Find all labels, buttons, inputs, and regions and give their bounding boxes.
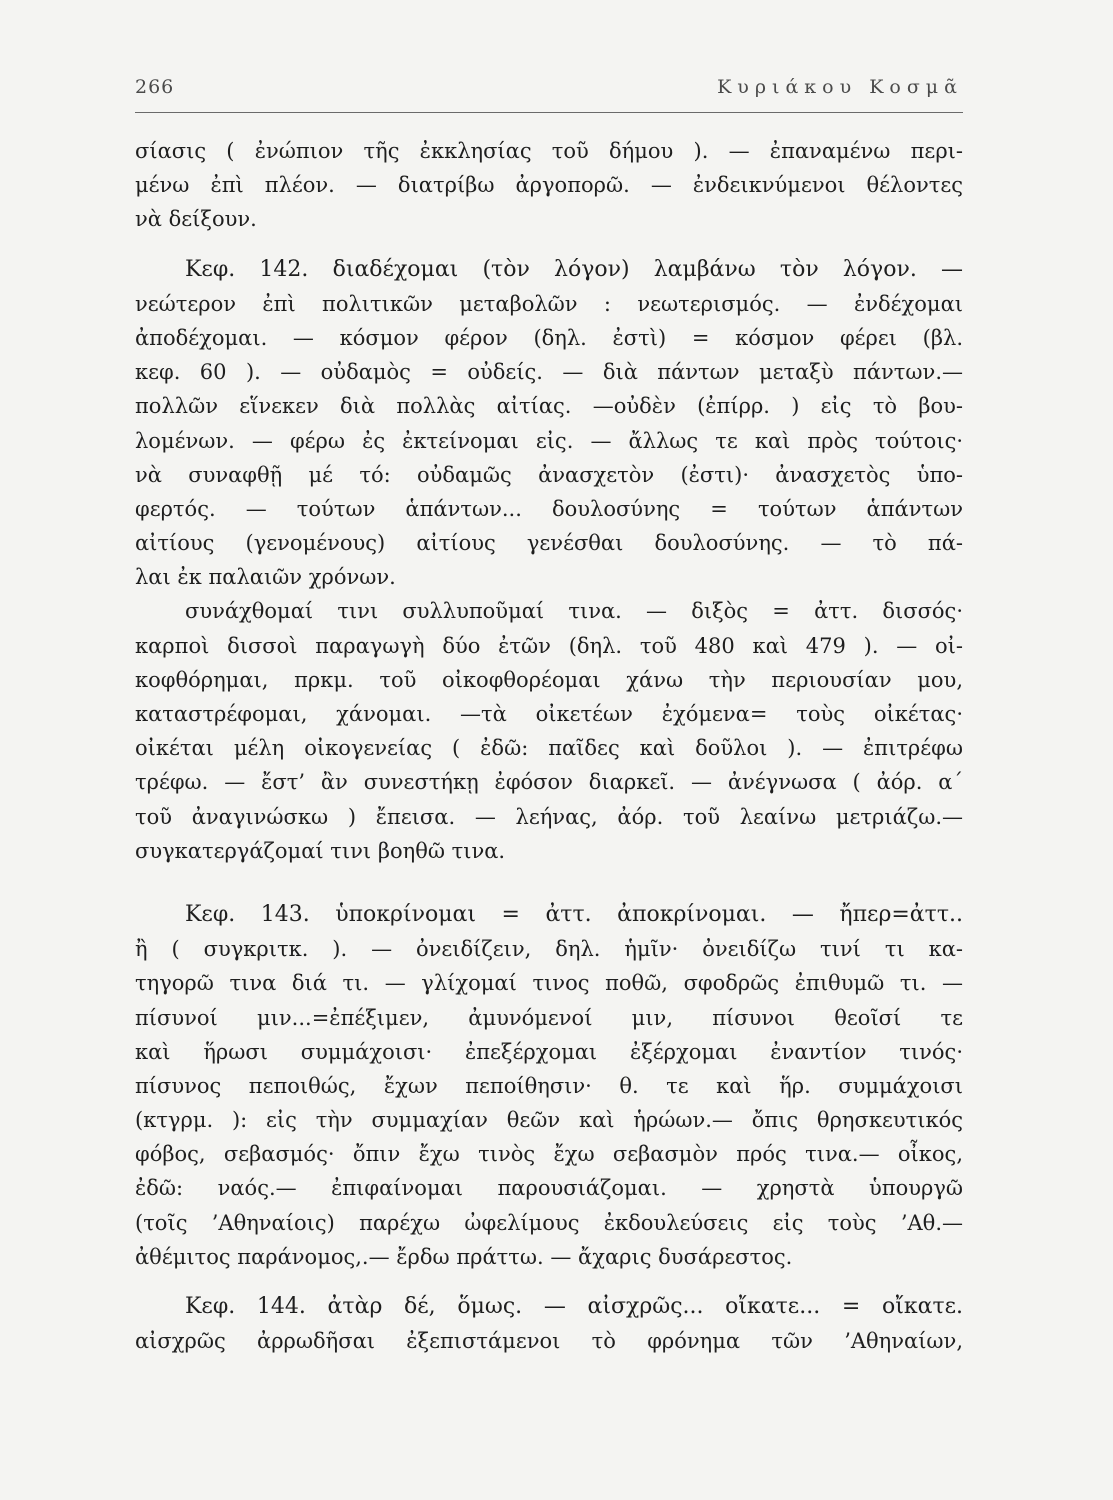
text-line: ἢ ( συγκριτκ. ). — ὀνειδίζειν, δηλ. ἡμῖν· ὀνειδίζω τινί τι κα-: [135, 937, 963, 962]
text-line: νὰ συναφθῇ μέ τό: οὐδαμῶς ἀνασχετὸν (ἐστι)· ἀνασχετὸς ὑπο-: [135, 462, 963, 487]
running-title: Κυριάκου Κοσμᾶ: [717, 76, 963, 98]
page-body: [135, 134, 963, 1358]
text-line: λαι ἐκ παλαιῶν χρόνων.: [135, 565, 396, 590]
text-line: αἰσχρῶς ἀρρωδῆσαι ἐξεπιστάμενοι τὸ φρόνημα τῶν ’Αθηναίων,: [135, 1329, 963, 1354]
text-line: συνάχθομαί τινι συλλυποῦμαί τινα. — διξὸς = ἀττ. δισσός·: [185, 599, 963, 624]
chapter-144: [135, 1290, 963, 1358]
text-line: φερτός. — τούτων ἁπάντων... δουλοσύνης = τούτων ἁπάντων: [135, 496, 963, 521]
text-line: (τοῖς ’Αθηναίοις) παρέχω ὠφελίμους ἐκδουλεύσεις εἰς τοὺς ’Αθ.—: [135, 1210, 963, 1235]
paragraph-continuation: [135, 134, 963, 237]
chapter-142: [135, 253, 963, 868]
text-line: καταστρέφομαι, χάνομαι. —τὰ οἰκετέων ἐχόμενα= τοὺς οἰκέτας·: [135, 702, 963, 726]
text-line: πολλῶν εἵνεκεν διὰ πολλὰς αἰτίας. —οὐδὲν (ἐπίρρ. ) εἰς τὸ βου-: [135, 394, 963, 419]
text-line: νεώτερον ἐπὶ πολιτικῶν μεταβολῶν : νεωτερισμός. — ἐνδέχομαι: [135, 291, 963, 316]
text-line: κεφ. 60 ). — οὐδαμὸς = οὐδείς. — διὰ πάντων μεταξὺ πάντων.—: [135, 360, 963, 385]
chapter-heading-line: Κεφ. 143. ὑποκρίνομαι = ἀττ. ἀποκρίνομαι. — ἤπερ=ἀττ..: [185, 901, 963, 927]
text-line: τηγορῶ τινα διά τι. — γλίχομαί τινος ποθῶ, σφοδρῶς ἐπιθυμῶ τι. —: [135, 971, 963, 996]
text-line: οἰκέται μέλη οἰκογενείας ( ἐδῶ: παῖδες καὶ δοῦλοι ). — ἐπιτρέφω: [135, 736, 963, 761]
text-line: αἰτίους (γενομένους) αἰτίους γενέσθαι δουλοσύνης. — τὸ πά-: [135, 531, 963, 556]
text-line: λομένων. — φέρω ἐς ἐκτείνομαι εἰς. — ἄλλως τε καὶ πρὸς τούτοις·: [135, 428, 963, 453]
text-line: καρποὶ δισσοὶ παραγωγὴ δύο ἐτῶν (δηλ. τοῦ 480 καὶ 479 ). — οἰ-: [135, 633, 963, 658]
text-line: συγκατεργάζομαί τινι βοηθῶ τινα.: [135, 838, 506, 863]
text-line: πίσυνος πεποιθώς, ἔχων πεποίθησιν· θ. τε καὶ ἥρ. συμμάχοισι: [135, 1073, 963, 1098]
text-line: καὶ ἥρωσι συμμάχοισι· ἐπεξέρχομαι ἐξέρχομαι ἐναντίον τινός·: [135, 1039, 963, 1064]
text-line: νὰ δείξουν.: [135, 207, 257, 232]
chapter-143: [135, 898, 963, 1274]
text-line: ἐδῶ: ναός.— ἐπιφαίνομαι παρουσιάζομαι. — χρηστὰ ὑπουργῶ: [135, 1176, 963, 1201]
chapter-heading-line: Κεφ. 144. ἀτὰρ δέ, ὅμως. — αἰσχρῶς... οἴκατε... = οἴκατε.: [185, 1294, 963, 1319]
text-line: φόβος, σεβασμός· ὄπιν ἔχω τινὸς ἔχω σεβασμὸν πρός τινα.— οἶκος,: [135, 1142, 963, 1167]
chapter-heading-line: Κεφ. 142. διαδέχομαι (τὸν λόγον) λαμβάνω τὸν λόγον. —: [185, 256, 963, 282]
page-number: 266: [135, 76, 175, 98]
text-line: πίσυνοί μιν...=ἐπέξιμεν, ἀμυνόμενοί μιν, πίσυνοι θεοῖσί τε: [135, 1005, 963, 1030]
text-line: ἀποδέχομαι. — κόσμον φέρον (δηλ. ἐστὶ) = κόσμον φέρει (βλ.: [135, 325, 963, 350]
text-line: τοῦ ἀναγινώσκω ) ἔπεισα. — λεήνας, ἀόρ. τοῦ λεαίνω μετριάζω.—: [135, 804, 963, 829]
text-line: κοφθόρημαι, πρκμ. τοῦ οἰκοφθορέομαι χάνω τὴν περιουσίαν μου,: [135, 667, 963, 692]
text-line: ἀθέμιτος παράνομος,.— ἔρδω πράττω. — ἄχαρις δυσάρεστος.: [135, 1244, 793, 1269]
text-line: (κτγρμ. ): εἰς τὴν συμμαχίαν θεῶν καὶ ἡρώων.— ὄπις θρησκευτικός: [135, 1108, 963, 1133]
text-line: μένω ἐπὶ πλέον. — διατρίβω ἀργοπορῶ. — ἐνδεικνύμενοι θέλοντες: [135, 173, 963, 198]
text-line: σίασις ( ἐνώπιον τῆς ἐκκλησίας τοῦ δήμου ). — ἐπαναμένω περι-: [135, 139, 963, 163]
text-line: τρέφω. — ἔστ’ ἂν συνεστήκῃ ἐφόσον διαρκεῖ. — ἀνέγνωσα ( ἀόρ. α΄: [135, 770, 963, 795]
header-rule: [135, 112, 963, 113]
